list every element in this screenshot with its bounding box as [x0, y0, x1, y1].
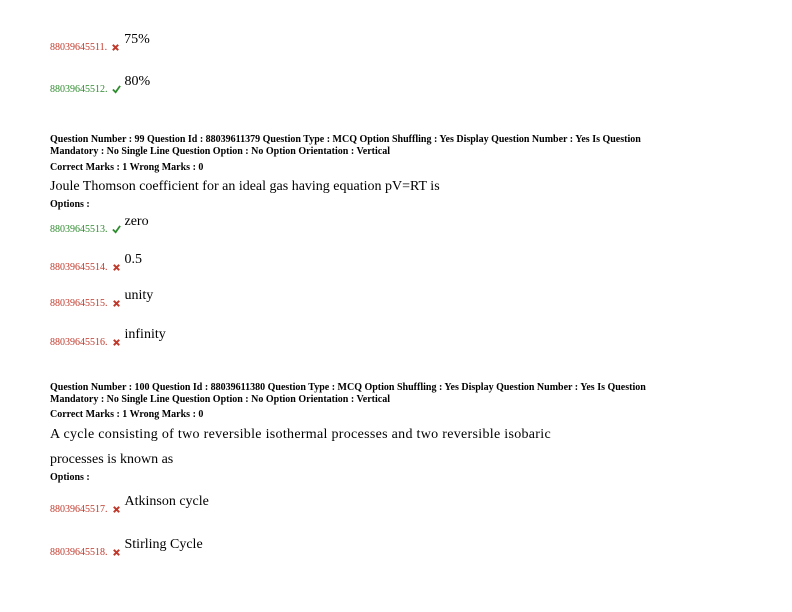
- option-row: [50, 74, 151, 96]
- option-id: 88039645512.: [50, 84, 108, 95]
- question-marks: Correct Marks : 1 Wrong Marks : 0: [50, 409, 204, 420]
- cross-icon: [112, 548, 121, 557]
- option-text: zero: [124, 214, 149, 229]
- option-row: [50, 32, 150, 54]
- options-label: Options :: [50, 472, 90, 483]
- check-icon: [112, 225, 121, 234]
- option-text: 0.5: [124, 252, 142, 267]
- option-row: [50, 327, 166, 349]
- question-header-line: Mandatory : No Single Line Question Option : No Option Orientation : Vertical: [50, 146, 391, 157]
- option-text: unity: [124, 288, 154, 303]
- option-row: [50, 252, 142, 274]
- option-text: 80%: [124, 74, 151, 89]
- option-id: 88039645516.: [50, 337, 108, 348]
- option-id: 88039645518.: [50, 547, 108, 558]
- cross-icon: [112, 338, 121, 347]
- question-header-line: Question Number : 99 Question Id : 88039611379 Question Type : MCQ Option Shuffling : Yes Display Question Number : Yes Is Question: [50, 134, 641, 145]
- option-text: infinity: [124, 327, 166, 342]
- option-id: 88039645517.: [50, 504, 108, 515]
- option-text: Stirling Cycle: [124, 537, 203, 552]
- question-header: [50, 382, 740, 406]
- cross-icon: [112, 263, 121, 272]
- option-text: 75%: [124, 32, 150, 47]
- options-label: Options :: [50, 199, 90, 210]
- option-row: [50, 537, 203, 559]
- cross-icon: [112, 299, 121, 308]
- option-row: [50, 214, 149, 236]
- option-id: 88039645515.: [50, 298, 108, 309]
- question-marks: Correct Marks : 1 Wrong Marks : 0: [50, 162, 204, 173]
- question-header-line: Question Number : 100 Question Id : 88039611380 Question Type : MCQ Option Shuffling : Yes Display Question Number : Yes Is Question: [50, 382, 646, 393]
- option-id: 88039645513.: [50, 224, 108, 235]
- question-header: [50, 134, 740, 158]
- option-id: 88039645511.: [50, 42, 108, 53]
- question-text-line: processes is known as: [50, 452, 174, 467]
- check-icon: [112, 85, 121, 94]
- question-header-line: Mandatory : No Single Line Question Option : No Option Orientation : Vertical: [50, 394, 391, 405]
- cross-icon: [112, 505, 121, 514]
- option-id: 88039645514.: [50, 262, 108, 273]
- cross-icon: [111, 43, 120, 52]
- option-row: [50, 288, 154, 310]
- question-text-line: A cycle consisting of two reversible isothermal processes and two reversible isobaric: [50, 427, 551, 442]
- option-row: [50, 494, 209, 516]
- option-text: Atkinson cycle: [124, 494, 209, 509]
- question-text: Joule Thomson coefficient for an ideal gas having equation pV=RT is: [50, 179, 440, 194]
